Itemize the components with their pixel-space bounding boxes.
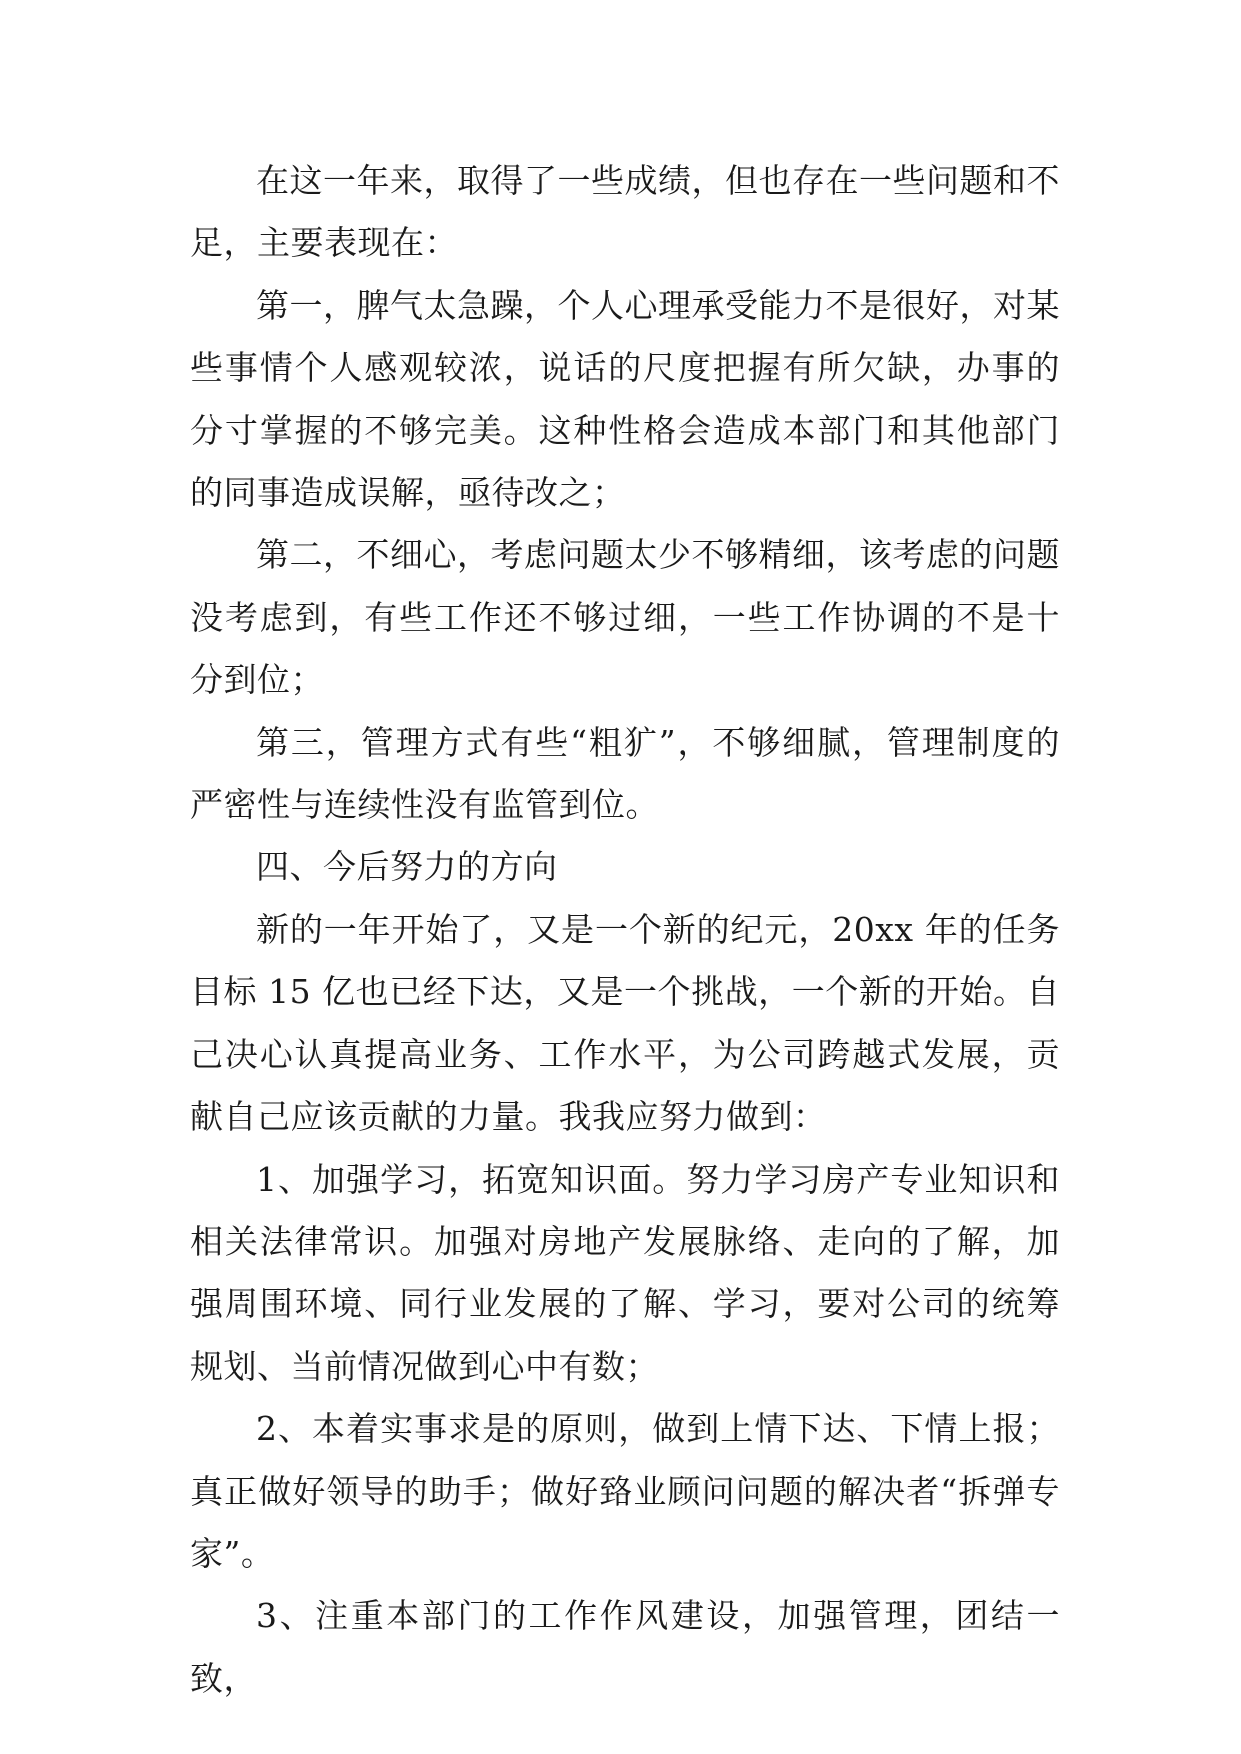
paragraph-intro: 在这一年来，取得了一些成绩，但也存在一些问题和不足，主要表现在： [190, 161, 1060, 263]
paragraph-point-2: 第二，不细心，考虑问题太少不够精细，该考虑的问题没考虑到，有些工作还不够过细，一些工作协调的不是十分到位； [190, 535, 1060, 700]
paragraph-item-3: 3、注重本部门的工作作风建设，加强管理，团结一致， [190, 1596, 1060, 1698]
paragraph-item-2: 2、本着实事求是的原则，做到上情下达、下情上报；真正做好领导的助手；做好臵业顾问问题的解决者“拆弹专家”。 [190, 1409, 1060, 1573]
section-heading: 四、今后努力的方向 [256, 847, 558, 887]
document-body [190, 150, 1060, 1710]
paragraph-point-1: 第一，脾气太急躁，个人心理承受能力不是很好，对某些事情个人感观较浓，说话的尺度把握有所欠缺，办事的分寸掌握的不够完美。这种性格会造成本部门和其他部门的同事造成误解，亟待改之； [190, 285, 1060, 513]
paragraph-item-1: 1、加强学习，拓宽知识面。努力学习房产专业知识和相关法律常识。加强对房地产发展脉络、走向的了解，加强周围环境、同行业发展的了解、学习，要对公司的统筹规划、当前情况做到心中有数； [190, 1159, 1060, 1386]
paragraph-point-3: 第三，管理方式有些“粗犷”，不够细腻，管理制度的严密性与连续性没有监管到位。 [190, 722, 1060, 825]
paragraph-new-year: 新的一年开始了，又是一个新的纪元，20xx 年的任务目标 15 亿也已经下达，又是一个挑战，一个新的开始。自己决心认真提高业务、工作水平，为公司跨越式发展，贡献自己应该贡献的力量。我我应努力做到： [190, 909, 1060, 1137]
